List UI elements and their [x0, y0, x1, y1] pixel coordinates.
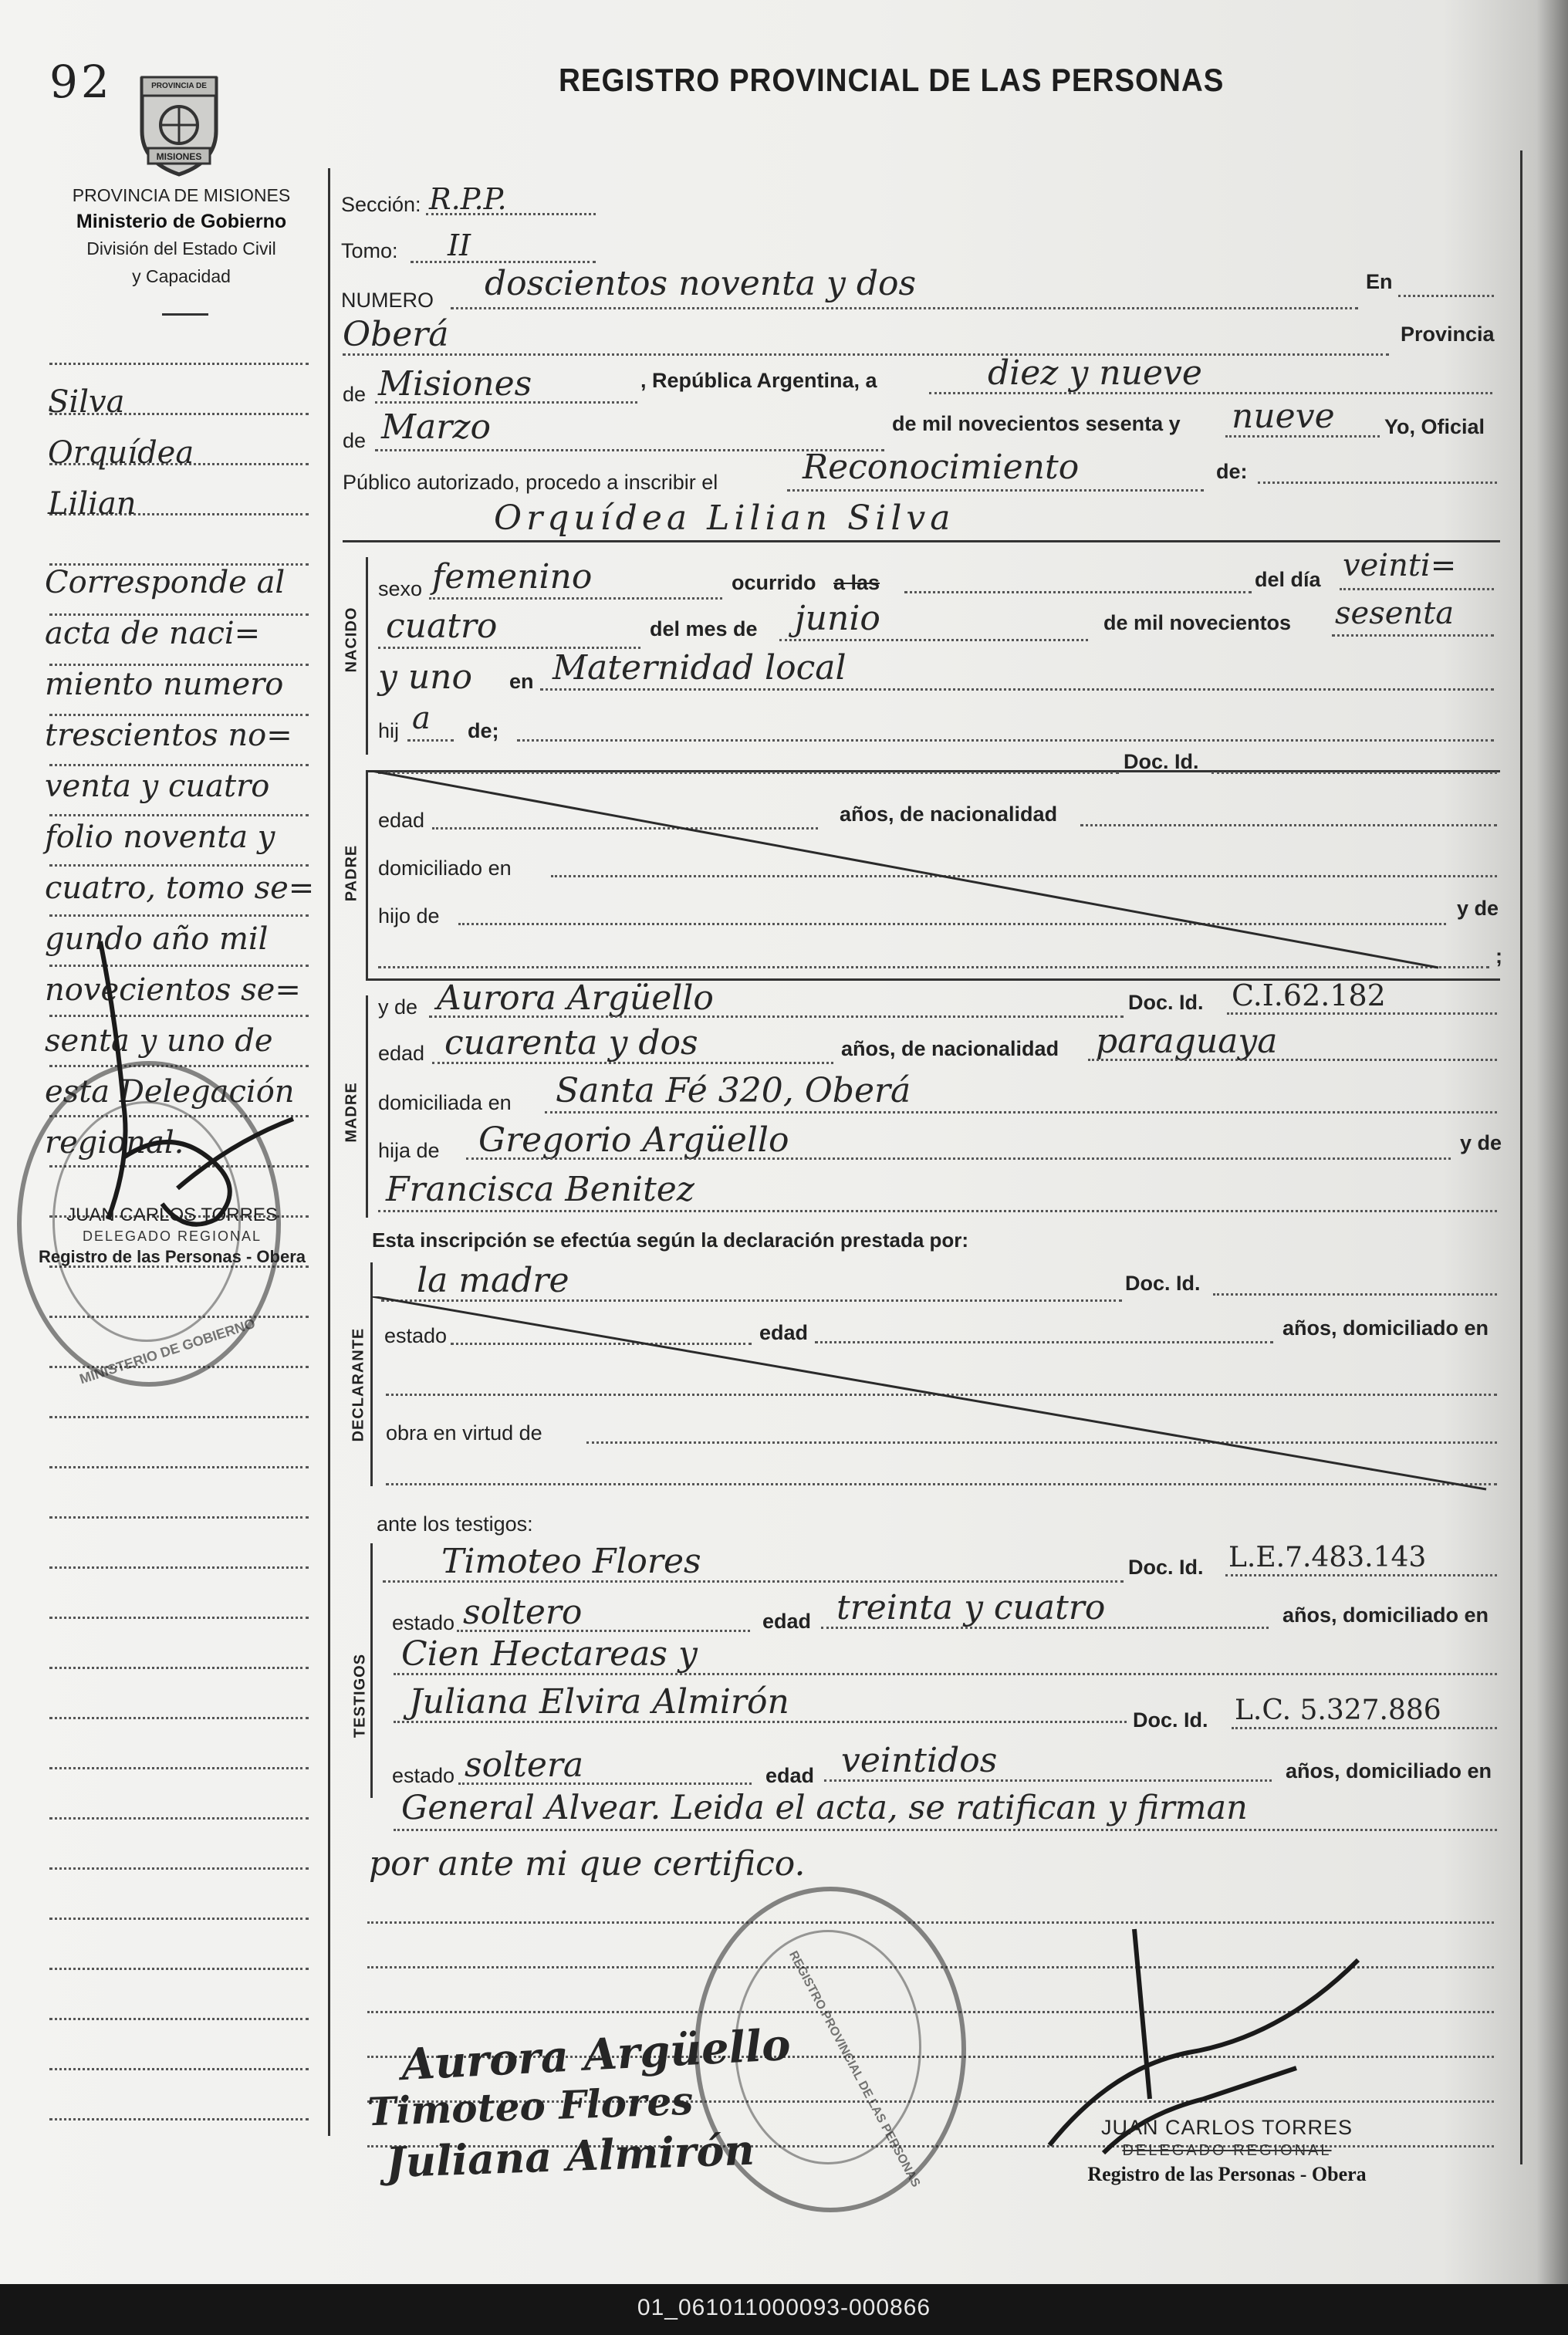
testigos-section-label: TESTIGOS: [351, 1653, 369, 1739]
margin-rule: [49, 1817, 309, 1820]
padre-y-de-label: y de: [1457, 897, 1499, 920]
office-underline: [162, 313, 208, 316]
acto-line: [787, 489, 1204, 492]
t2-estado-value: soltera: [465, 1745, 584, 1785]
office-block: [31, 182, 332, 290]
nacido-anio2-value: y uno: [378, 657, 473, 697]
nacido-anio-label: de mil novecientos: [1103, 611, 1292, 634]
margin-note-line: novecientos se=: [45, 972, 301, 1008]
t1-edad-label: edad: [762, 1610, 812, 1633]
t1-edad-line: [821, 1627, 1269, 1629]
madre-edad-value: cuarenta y dos: [444, 1023, 698, 1063]
madre-nac-value: paraguaya: [1096, 1022, 1278, 1061]
margin-rule: [49, 1617, 309, 1619]
acto-value: Reconocimiento: [803, 448, 1080, 487]
anio-line: [1225, 435, 1380, 438]
declarante-edad-label: edad: [759, 1321, 809, 1344]
seccion-label: Sección:: [341, 193, 421, 216]
de3-line: [1258, 482, 1497, 484]
numero-value: doscientos noventa y dos: [485, 264, 917, 303]
tomo-value: II: [448, 228, 471, 262]
office-division: División del Estado Civil: [86, 238, 276, 259]
margin-note-line: acta de naci=: [45, 616, 261, 651]
right-border: [1520, 150, 1522, 2164]
margin-note-line: esta Delegación: [45, 1074, 295, 1110]
en-line: [1398, 295, 1494, 297]
t2-estado-label: estado: [392, 1764, 455, 1787]
madre-edad-line: [432, 1062, 833, 1064]
republica-label: , República Argentina, a: [640, 369, 877, 392]
margin-rule: [49, 1466, 309, 1468]
padre-edad-label: edad: [378, 809, 425, 832]
margin-signature-scribble: [62, 926, 324, 1265]
margin-note-line: cuatro, tomo se=: [45, 870, 315, 906]
provincia-line: [375, 401, 637, 404]
publico-label: Público autorizado, procedo a inscribir el: [343, 471, 718, 494]
padre-semicolon: ;: [1495, 944, 1502, 968]
mes-label: del mes de: [650, 617, 758, 640]
provincia-label: Provincia: [1401, 323, 1495, 346]
t2-nombre-line: [394, 1721, 1127, 1723]
declarante-section-label: DECLARANTE: [350, 1327, 367, 1442]
t1-edad-value: treinta y cuatro: [836, 1588, 1106, 1627]
t2-dom-value: General Alvear. Leida el acta, se ratifican y firman: [401, 1789, 1248, 1827]
t1-nombre-line: [383, 1580, 1124, 1583]
margin-rule: [49, 1667, 309, 1669]
madre-bracket: [366, 995, 368, 1218]
official-name: JUAN CARLOS TORRES: [1100, 2116, 1353, 2139]
madre-hija-label: hija de: [378, 1139, 440, 1162]
signature-3: Juliana Almirón: [385, 2124, 755, 2188]
mes2-line: [779, 639, 1088, 641]
hijo-de-line: [517, 739, 1494, 742]
margin-rule: [49, 1968, 309, 1970]
margin-rule: [49, 1416, 309, 1418]
t2-doc-line: [1232, 1727, 1497, 1729]
madre-section-label: MADRE: [343, 1082, 360, 1143]
oficial-label: Yo, Oficial: [1384, 415, 1485, 438]
seccion-value: R.P.P.: [429, 182, 507, 216]
madre-y-de-label: y de: [1460, 1131, 1502, 1154]
madre-nac-label: años, de nacionalidad: [841, 1037, 1059, 1060]
t2-nombre-value: Juliana Elvira Almirón: [409, 1682, 789, 1722]
t1-doc-value: L.E.7.483.143: [1228, 1542, 1427, 1573]
nacido-dia-value: veinti=: [1343, 548, 1457, 583]
declarante-estado-label: estado: [384, 1324, 448, 1347]
nacido-bracket: [366, 557, 368, 755]
declarante-doc-label: Doc. Id.: [1125, 1272, 1201, 1295]
t1-dom-value: Cien Hectareas y: [401, 1634, 698, 1674]
padre-hijo-label: hijo de: [378, 904, 440, 928]
margin-names: [48, 377, 194, 529]
place-value: Oberá: [343, 315, 449, 354]
margin-rule: [49, 1767, 309, 1769]
t1-estado-value: soltero: [463, 1593, 583, 1632]
declarante-crossout: [372, 1296, 1506, 1497]
margin-seal-text: MINISTERIO DE GOBIERNO: [77, 1315, 258, 1387]
numero-label: NUMERO: [341, 289, 434, 312]
padre-dom-label: domiciliado en: [378, 857, 512, 880]
de3-label: de:: [1216, 460, 1248, 483]
sexo-line: [429, 597, 722, 600]
signature-2: Timoteo Flores: [367, 2077, 694, 2135]
madre-nac-line: [1088, 1059, 1497, 1061]
declarante-nombre-value: la madre: [417, 1261, 569, 1300]
nombre-value: Orquídea Lilian Silva: [494, 498, 955, 538]
madre-edad-label: edad: [378, 1042, 425, 1065]
padre-crossout: [367, 770, 1463, 971]
official-title: DELEGADO REGIONAL: [1122, 2142, 1332, 2159]
province-crest: [131, 62, 227, 177]
office-ministry: Ministerio de Gobierno: [76, 211, 287, 232]
signature-1: Aurora Argüello: [400, 2019, 792, 2091]
t2-doc-label: Doc. Id.: [1133, 1708, 1208, 1732]
hijo-line: [407, 739, 454, 742]
t1-nombre-value: Timoteo Flores: [441, 1542, 701, 1581]
hijo-label: hij: [378, 719, 400, 742]
anio2-line: [1332, 634, 1494, 637]
t2-dom-line: [394, 1829, 1497, 1831]
margin-sig-name: JUAN CARLOS TORRES: [66, 1205, 278, 1225]
testigos-bracket: [370, 1543, 373, 1798]
de2-label: de: [343, 429, 367, 452]
declarante-dom-label: años, domiciliado en: [1282, 1316, 1489, 1340]
madre-yde-label: y de: [378, 995, 418, 1019]
dia-value: diez y nueve: [988, 353, 1202, 393]
margin-rule: [49, 1867, 309, 1870]
t2-doc-value: L.C. 5.327.886: [1235, 1695, 1441, 1726]
cierre-value: por ante mi que certifico.: [369, 1844, 806, 1884]
nacido-anio-value: sesenta: [1335, 596, 1455, 631]
madre-dom-label: domiciliada en: [378, 1091, 512, 1114]
margin-note-line: gundo año mil: [45, 921, 269, 957]
t2-edad-line: [824, 1779, 1272, 1782]
padre-section-label: PADRE: [343, 844, 360, 902]
nombre-rule: [343, 540, 1500, 542]
declarante-doc-line: [1213, 1293, 1497, 1296]
hijo-de-label: de;: [468, 719, 499, 742]
registry-seal-text: REGISTRO PROVINCIAL DE LAS PERSONAS: [786, 1948, 923, 2190]
t2-edad-label: edad: [765, 1764, 815, 1787]
margin-note-line: trescientos no=: [45, 718, 292, 753]
t2-estado-line: [458, 1783, 752, 1785]
nacido-mes-value: junio: [795, 599, 880, 638]
madre-padre-line: [466, 1157, 1451, 1160]
footer-bar: [0, 2284, 1568, 2335]
dia-label: del día: [1255, 568, 1321, 591]
margin-first-name: Orquídea: [48, 435, 194, 471]
crest-bottom-text: MISIONES: [156, 151, 202, 162]
margin-rule: [49, 2068, 309, 2070]
margin-note-line: venta y cuatro: [45, 769, 270, 804]
anio-value: nueve: [1232, 397, 1335, 436]
margin-rule: [49, 1717, 309, 1719]
t1-estado-label: estado: [392, 1611, 455, 1634]
official-stamp: [1065, 2114, 1389, 2188]
provincia-value: Misiones: [378, 364, 532, 404]
office-province: PROVINCIA DE MISIONES: [72, 185, 291, 205]
declarante-intro: Esta inscripción se efectúa según la declaración prestada por:: [372, 1228, 969, 1252]
en-label: En: [1366, 270, 1393, 293]
madre-dom-line: [545, 1111, 1497, 1113]
madre-madre-value: Francisca Benitez: [386, 1170, 694, 1209]
margin-note-line: miento numero: [45, 667, 284, 702]
margin-note-line: senta y uno de: [45, 1023, 273, 1059]
official-office: Registro de las Personas - Obera: [1087, 2163, 1367, 2185]
margin-note-line: folio noventa y: [45, 819, 275, 855]
declarante-virtud-label: obra en virtud de: [386, 1421, 542, 1445]
de-label: de: [343, 383, 367, 406]
lugar-line: [540, 688, 1494, 691]
crest-top-text: PROVINCIA DE: [151, 82, 207, 90]
numero-line: [451, 307, 1358, 309]
page-number: 92: [49, 56, 113, 108]
madre-madre-line: [378, 1210, 1497, 1212]
t1-dom-label: años, domiciliado en: [1282, 1603, 1489, 1627]
margin-surname: Silva: [48, 384, 125, 420]
margin-rule: [49, 363, 309, 365]
padre-nac-label: años, de nacionalidad: [840, 803, 1058, 826]
margin-rule: [49, 2018, 309, 2020]
madre-doc-value: C.I.62.182: [1232, 978, 1386, 1012]
madre-nombre-line: [429, 1015, 1124, 1018]
margin-rule: [49, 1918, 309, 1920]
margin-second-name: Lilian: [48, 486, 137, 522]
madre-nombre-value: Aurora Argüello: [437, 978, 714, 1018]
t2-dom-label: años, domiciliado en: [1286, 1759, 1492, 1783]
margin-note-line: regional.: [45, 1125, 184, 1161]
t1-doc-label: Doc. Id.: [1128, 1556, 1204, 1579]
t1-estado-line: [457, 1630, 750, 1632]
nacido-dia2-value: cuatro: [386, 607, 498, 646]
t1-doc-line: [1225, 1574, 1497, 1576]
tomo-line: [411, 261, 596, 263]
hijo-value: a: [412, 701, 431, 736]
mes-value: Marzo: [381, 407, 491, 447]
margin-rule: [49, 2118, 309, 2120]
t1-dom-line: [394, 1673, 1497, 1675]
margin-rule: [49, 1516, 309, 1519]
lugar-en-label: en: [509, 670, 534, 693]
document-title: REGISTRO PROVINCIAL DE LAS PERSONAS: [559, 62, 1225, 98]
madre-dom-value: Santa Fé 320, Oberá: [556, 1071, 911, 1110]
madre-padre-value: Gregorio Argüello: [478, 1120, 789, 1160]
ocurrido-label: ocurrido: [732, 571, 816, 594]
sexo-value: femenino: [432, 557, 593, 596]
madre-doc-label: Doc. Id.: [1128, 991, 1204, 1014]
margin-sig-office: Registro de las Personas - Obera: [38, 1247, 306, 1266]
footer-id: 01_061011000093-000866: [637, 2295, 931, 2320]
testigos-intro: ante los testigos:: [377, 1512, 533, 1536]
ocurrido-line: [904, 591, 1252, 593]
madre-doc-line: [1227, 1012, 1497, 1015]
padre-doc-label: Doc. Id.: [1124, 750, 1199, 773]
place-line: [343, 353, 1389, 356]
margin-rule: [49, 1566, 309, 1569]
tomo-label: Tomo:: [341, 239, 398, 262]
anio-label: de mil novecientos sesenta y: [892, 412, 1181, 435]
margin-divider: [328, 168, 330, 2136]
struck-text: a las: [833, 571, 880, 594]
margin-note-line: Corresponde al: [45, 565, 286, 600]
sexo-label: sexo: [378, 577, 423, 600]
dia-line: [929, 392, 1492, 394]
dia2-line: [1340, 588, 1494, 590]
margin-sig-title: DELEGADO REGIONAL: [82, 1228, 262, 1244]
office-capacidad: y Capacidad: [132, 266, 231, 286]
t2-edad-value: veintidos: [841, 1741, 998, 1780]
lugar-value: Maternidad local: [553, 648, 847, 688]
nacido-section-label: NACIDO: [343, 607, 360, 673]
